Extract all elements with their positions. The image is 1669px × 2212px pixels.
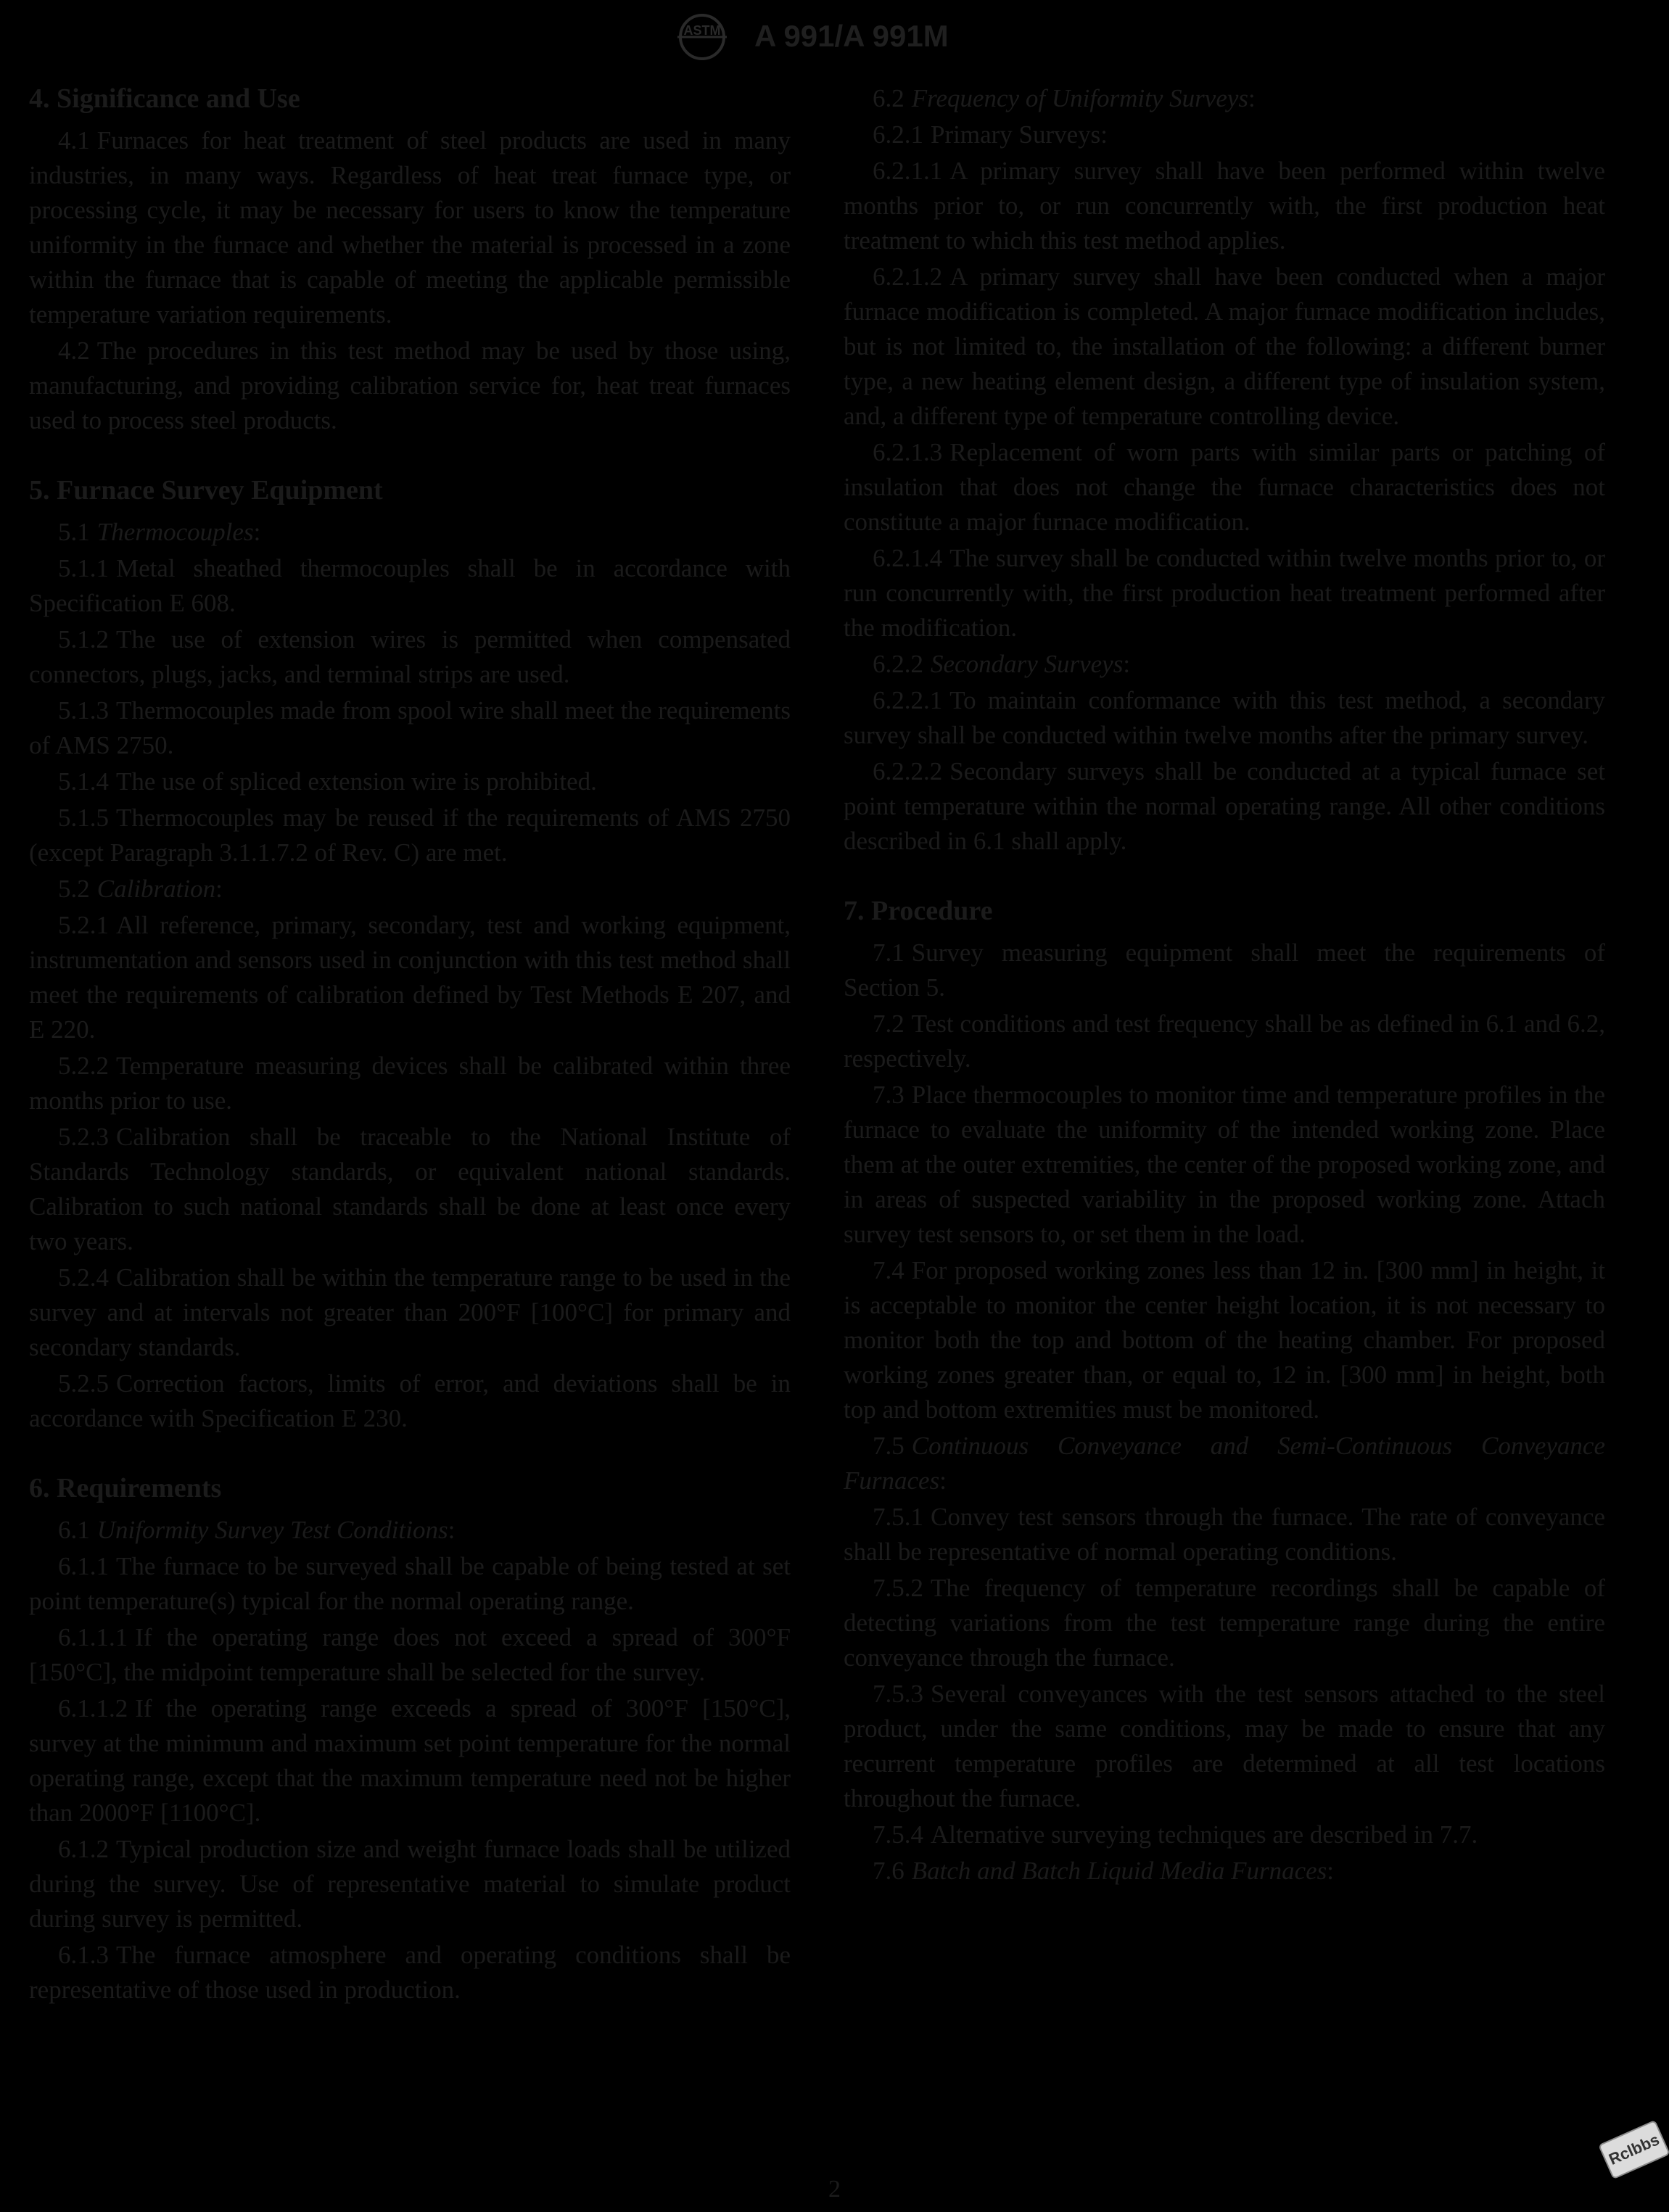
paragraph — [29, 872, 791, 907]
paragraph-number: 4.2 — [58, 337, 90, 365]
section-heading: 4. Significance and Use — [29, 83, 300, 114]
left-column — [29, 81, 791, 2009]
section-heading: 6. Requirements — [29, 1473, 222, 1503]
paragraph — [29, 693, 791, 763]
paragraph-number: 6.1.1.2 — [58, 1694, 128, 1722]
paragraph-text: Temperature measuring devices shall be calibrated within three months prior to use. — [29, 1052, 791, 1115]
standard-designation: A 991/A 991M — [754, 19, 949, 53]
paragraph-text: Primary Surveys: — [931, 120, 1108, 149]
paragraph-number: 5.1.1 — [58, 554, 109, 582]
paragraph-number: 6.1.2 — [58, 1835, 109, 1863]
paragraph-text: : — [1248, 84, 1256, 112]
paragraph-number: 6.2.1.1 — [873, 157, 943, 185]
paragraph-number: 7.6 — [873, 1857, 904, 1885]
paragraph-text: : — [448, 1516, 456, 1544]
paragraph-text: The furnace to be surveyed shall be capable of being tested at set point temperature(s) typical for the normal operating range. — [29, 1552, 791, 1615]
paragraph-text: A primary survey shall have been performed within twelve months prior to, or run concurrently with, the first production heat treatment to which this test method applies. — [844, 157, 1605, 255]
paragraph — [844, 1253, 1605, 1427]
paragraph-number: 5.1.5 — [58, 804, 109, 832]
watermark-stamp: Rclbbs — [1598, 2120, 1669, 2179]
paragraph-text: Thermocouples may be reused if the requirements of AMS 2750 (except Paragraph 3.1.1.7.2 of Rev. C) are met. — [29, 804, 791, 867]
paragraph — [844, 1817, 1605, 1852]
paragraph-text: The frequency of temperature recordings shall be capable of detecting variations from the test temperature range during the entire conveyance through the furnace. — [844, 1574, 1605, 1672]
paragraph — [29, 1691, 791, 1831]
paragraph — [29, 123, 791, 332]
paragraph-text: For proposed working zones less than 12 in. [300 mm] in height, it is acceptable to monitor the center height location, it is not necessary to monitor both the top and bottom of the heating chamber. For proposed working zones greater than, or equal to, 12 in. [300 mm] in height, both top and bottom extremities must be monitored. — [844, 1256, 1605, 1424]
paragraph-number: 4.1 — [58, 126, 90, 154]
paragraph-text: Secondary surveys shall be conducted at a typical furnace set point temperature within the normal operating range. All other conditions described in 6.1 shall apply. — [844, 757, 1605, 855]
paragraph-text: : — [1327, 1857, 1335, 1885]
paragraph-number: 7.5.2 — [873, 1574, 923, 1602]
paragraph-number: 5.2 — [58, 875, 90, 903]
paragraph-text: Convey test sensors through the furnace. The rate of conveyance shall be representative of normal operating conditions. — [844, 1503, 1605, 1566]
paragraph — [844, 541, 1605, 645]
paragraph — [29, 764, 791, 799]
paragraph — [844, 81, 1605, 116]
paragraph-title: Frequency of Uniformity Surveys — [911, 84, 1249, 112]
paragraph-text: The survey shall be conducted within twelve months prior to, or run concurrently with, the first production heat treatment performed after the modification. — [844, 544, 1605, 642]
paragraph-text: Several conveyances with the test sensors attached to the steel product, under the same conditions, may be made to ensure that any recurrent temperature profiles are determined at all test locations throughout the furnace. — [844, 1680, 1605, 1812]
section-heading: 7. Procedure — [844, 896, 993, 926]
paragraph-number: 6.2.1 — [873, 120, 923, 149]
paragraph-title: Calibration — [96, 875, 216, 903]
paragraph-text: The use of spliced extension wire is prohibited. — [116, 767, 597, 796]
paragraph-number: 7.1 — [873, 938, 904, 967]
paragraph — [29, 1938, 791, 2007]
paragraph-number: 7.5.3 — [873, 1680, 923, 1708]
paragraph-number: 6.1.1.1 — [58, 1623, 128, 1651]
paragraph — [29, 801, 791, 870]
paragraph — [29, 1549, 791, 1619]
right-column — [844, 81, 1605, 1890]
paragraph — [844, 260, 1605, 434]
paragraph-text: A primary survey shall have been conducted when a major furnace modification is completed. A major furnace modification includes, but is not limited to, the installation of the following: a different burner type, a new heating element design, a different type of insulation system, and, a different type of temperature controlling device. — [844, 263, 1605, 430]
paragraph-text: The use of extension wires is permitted when compensated connectors, plugs, jacks, and terminal strips are used. — [29, 625, 791, 688]
paragraph — [844, 435, 1605, 540]
paragraph — [29, 1120, 791, 1259]
paragraph-number: 7.5 — [873, 1432, 904, 1460]
paragraph-number: 7.5.1 — [873, 1503, 923, 1531]
paragraph-number: 7.4 — [873, 1256, 904, 1284]
paragraph-number: 5.2.3 — [58, 1123, 109, 1151]
paragraph — [29, 1513, 791, 1548]
paragraph-number: 5.2.4 — [58, 1263, 109, 1292]
paragraph-text: Thermocouples made from spool wire shall meet the requirements of AMS 2750. — [29, 696, 791, 759]
paragraph — [844, 1677, 1605, 1816]
paragraph — [29, 1620, 791, 1690]
paragraph — [844, 1429, 1605, 1498]
paragraph — [844, 1500, 1605, 1569]
paragraph-text: Metal sheathed thermocouples shall be in accordance with Specification E 608. — [29, 554, 791, 617]
paragraph-text: : — [939, 1466, 947, 1495]
paragraph-number: 5.2.1 — [58, 911, 109, 939]
paragraph-text: All reference, primary, secondary, test and working equipment, instrumentation and sensors used in conjunction with this test method shall meet the requirements of calibration defined by Test Methods E 207, and E 220. — [29, 911, 791, 1044]
paragraph-text: Place thermocouples to monitor time and temperature profiles in the furnace to evaluate the uniformity of the intended working zone. Place them at the outer extremities, the center of the proposed working zone, and in areas of suspected variability in the proposed working zone. Attach survey test sensors to, or set them in the load. — [844, 1081, 1605, 1248]
paragraph — [844, 1078, 1605, 1252]
paragraph-number: 5.1 — [58, 518, 90, 546]
paragraph-number: 6.1 — [58, 1516, 90, 1544]
paragraph — [29, 1049, 791, 1118]
paragraph — [844, 754, 1605, 859]
paragraph — [29, 1832, 791, 1936]
paragraph — [844, 154, 1605, 258]
section-heading: 5. Furnace Survey Equipment — [29, 475, 383, 505]
paragraph-text: Correction factors, limits of error, and deviations shall be in accordance with Specification E 230. — [29, 1369, 791, 1432]
paragraph-text: Survey measuring equipment shall meet the requirements of Section 5. — [844, 938, 1605, 1002]
paragraph-number: 6.2.1.3 — [873, 438, 943, 466]
paragraph-text: If the operating range exceeds a spread of 300°F [150°C], survey at the minimum and maximum set point temperature for the normal operating range, except that the maximum temperature need not be higher than 2000°F [1100°C]. — [29, 1694, 791, 1827]
paragraph — [29, 908, 791, 1047]
paragraph — [844, 1007, 1605, 1076]
astm-logo-icon — [669, 13, 735, 61]
paragraph-number: 5.2.5 — [58, 1369, 109, 1398]
paragraph-text: Typical production size and weight furnace loads shall be utilized during the survey. Use of representative material to simulate product during survey is permitted. — [29, 1835, 791, 1933]
paragraph-number: 6.2 — [873, 84, 904, 112]
paragraph — [844, 683, 1605, 753]
paragraph — [29, 334, 791, 438]
page-number: 2 — [828, 2176, 841, 2203]
paragraph-text: Calibration shall be traceable to the National Institute of Standards Technology standards, or equivalent national standards. Calibration to such national standards shall be done at least once every two years. — [29, 1123, 791, 1255]
page-header — [0, 13, 1669, 64]
paragraph-number: 6.1.1 — [58, 1552, 109, 1580]
paragraph-title: Secondary Surveys — [931, 650, 1124, 678]
paragraph-text: Alternative surveying techniques are described in 7.7. — [931, 1820, 1478, 1849]
paragraph — [29, 515, 791, 550]
paragraph-number: 6.2.2.2 — [873, 757, 943, 785]
paragraph-text: : — [215, 875, 223, 903]
paragraph — [844, 936, 1605, 1005]
paragraph — [844, 647, 1605, 682]
paragraph-text: Replacement of worn parts with similar parts or patching of insulation that does not change the furnace characteristics does not constitute a major furnace modification. — [844, 438, 1605, 536]
paragraph-title: Continuous Conveyance and Semi-Continuous Conveyance Furnaces — [844, 1432, 1605, 1495]
paragraph-number: 6.1.3 — [58, 1941, 109, 1969]
paragraph — [844, 117, 1605, 152]
paragraph-text: The procedures in this test method may be used by those using, manufacturing, and providing calibration service for, heat treat furnaces used to process steel products. — [29, 337, 791, 434]
paragraph-title: Uniformity Survey Test Conditions — [96, 1516, 448, 1544]
paragraph-number: 6.2.1.2 — [873, 263, 943, 291]
paragraph-text: Calibration shall be within the temperature range to be used in the survey and at intervals not greater than 200°F [100°C] for primary and secondary standards. — [29, 1263, 791, 1361]
paragraph — [844, 1854, 1605, 1889]
logo-text: ASTM — [683, 23, 721, 38]
paragraph-text: Test conditions and test frequency shall be as defined in 6.1 and 6.2, respectively. — [844, 1010, 1605, 1073]
paragraph-title: Batch and Batch Liquid Media Furnaces — [911, 1857, 1327, 1885]
paragraph-number: 5.2.2 — [58, 1052, 109, 1080]
paragraph-number: 6.2.2 — [873, 650, 923, 678]
paragraph — [29, 1366, 791, 1436]
paragraph-number: 5.1.2 — [58, 625, 109, 653]
paragraph-text: : — [253, 518, 261, 546]
paragraph-number: 7.5.4 — [873, 1820, 923, 1849]
paragraph-number: 6.2.2.1 — [873, 686, 943, 714]
paragraph-number: 7.2 — [873, 1010, 904, 1038]
paragraph-number: 5.1.4 — [58, 767, 109, 796]
paragraph — [29, 551, 791, 621]
paragraph-number: 7.3 — [873, 1081, 904, 1109]
paragraph-text: The furnace atmosphere and operating conditions shall be representative of those used in production. — [29, 1941, 791, 2004]
paragraph-text: If the operating range does not exceed a spread of 300°F [150°C], the midpoint temperature shall be selected for the survey. — [29, 1623, 791, 1686]
paragraph-text: Furnaces for heat treatment of steel products are used in many industries, in many ways. Regardless of heat treat furnace type, or processing cycle, it may be necessary for users to know the temperature uniformity in the furnace and whether the material is processed in a zone within the furnace that is capable of meeting the applicable permissible temperature variation requirements. — [29, 126, 791, 329]
paragraph — [29, 1260, 791, 1365]
paragraph-number: 5.1.3 — [58, 696, 109, 725]
paragraph-text: : — [1123, 650, 1131, 678]
paragraph — [844, 1571, 1605, 1675]
paragraph-title: Thermocouples — [96, 518, 254, 546]
paragraph — [29, 622, 791, 692]
paragraph-text: To maintain conformance with this test method, a secondary survey shall be conducted within twelve months after the primary survey. — [844, 686, 1605, 749]
paragraph-number: 6.2.1.4 — [873, 544, 943, 572]
